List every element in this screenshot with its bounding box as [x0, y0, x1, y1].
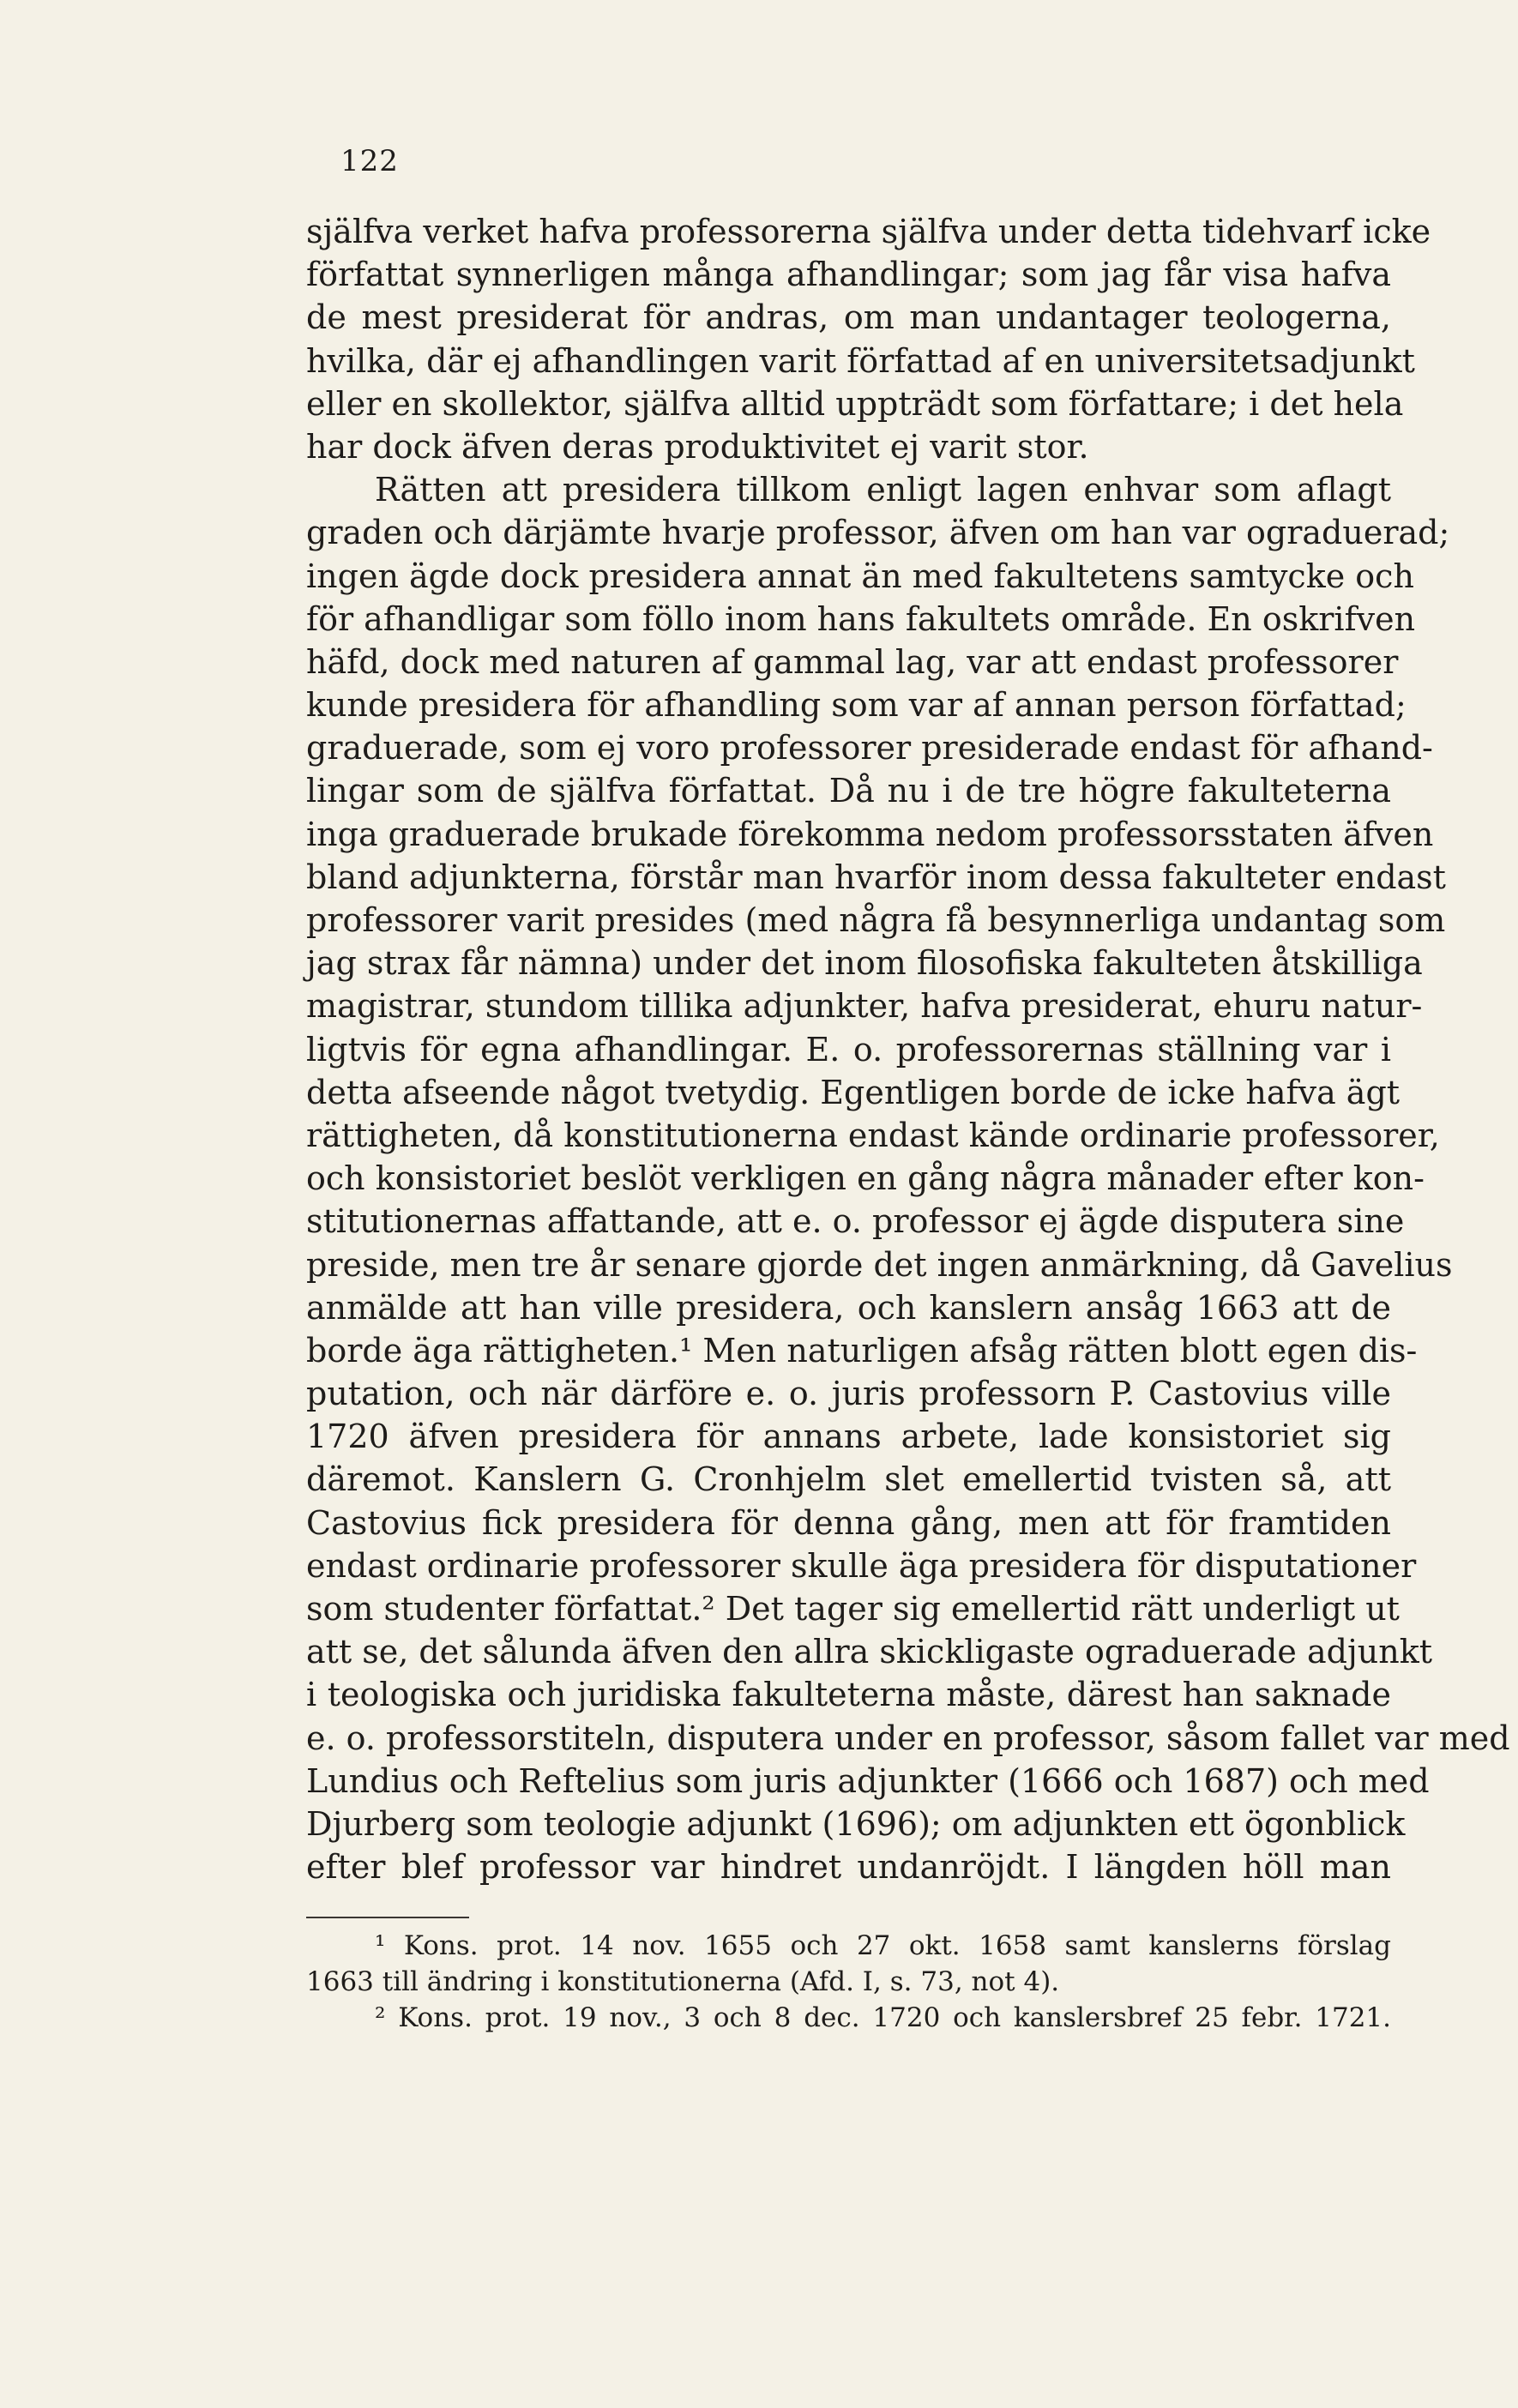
body-line: e. o. professorstiteln, disputera under en professor, såsom fallet var med [306, 1719, 1510, 1757]
body-line: ingen ägde dock presidera annat än med fakultetens samtycke och [306, 557, 1414, 595]
body-line: har dock äfven deras produktivitet ej varit stor. [306, 427, 1089, 466]
body-line: däremot. Kanslern G. Cronhjelm slet emellertid tvisten så, att [306, 1460, 1391, 1499]
body-line: de mest presiderat för andras, om man undantager teologerna, [306, 298, 1391, 337]
body-line: magistrar, stundom tillika adjunkter, hafva presiderat, ehuru natur- [306, 987, 1423, 1026]
body-line: Castovius fick presidera för denna gång, men att för framtiden [306, 1503, 1391, 1542]
body-line: häfd, dock med naturen af gammal lag, var att endast professorer [306, 642, 1399, 681]
body-line: Djurberg som teologie adjunkt (1696); om adjunkten ett ögonblick [306, 1804, 1406, 1843]
footnote-line: ¹ Kons. prot. 14 nov. 1655 och 27 okt. 1658 samt kanslerns förslag [375, 1930, 1391, 1961]
body-line: Rätten att presidera tillkom enligt lagen enhvar som aflagt [375, 471, 1391, 509]
body-line: professorer varit presides (med några få besynnerliga undantag som [306, 901, 1446, 939]
body-line: anmälde att han ville presidera, och kanslern ansåg 1663 att de [306, 1288, 1391, 1327]
body-line: putation, och när därföre e. o. juris professorn P. Castovius ville [306, 1375, 1391, 1413]
body-line: bland adjunkterna, förstår man hvarför inom dessa fakulteter endast [306, 858, 1446, 896]
body-line: 1720 äfven presidera för annans arbete, lade konsistoriet sig [306, 1418, 1391, 1456]
body-line: graden och därjämte hvarje professor, äfven om han var ograduerad; [306, 514, 1450, 552]
body-line: borde äga rättigheten.¹ Men naturligen afsåg rätten blott egen dis- [306, 1331, 1418, 1370]
body-line: rättigheten, då konstitutionerna endast kände ordinarie professorer, [306, 1116, 1440, 1154]
body-line: graduerade, som ej voro professorer presiderade endast för afhand- [306, 729, 1433, 768]
footnote-line: 1663 till ändring i konstitutionerna (Afd. I, s. 73, not 4). [306, 1966, 1060, 1997]
body-line: författat synnerligen många afhandlingar; som jag får visa hafva [306, 256, 1391, 294]
footnote-line: ² Kons. prot. 19 nov., 3 och 8 dec. 1720 och kanslersbref 25 febr. 1721. [375, 2002, 1391, 2033]
body-line: Lundius och Reftelius som juris adjunkter (1666 och 1687) och med [306, 1761, 1430, 1800]
body-line: efter blef professor var hindret undanröjdt. I längden höll man [306, 1848, 1391, 1887]
body-text [306, 210, 1510, 1888]
body-line: eller en skollektor, själfva alltid uppträdt som författare; i det hela [306, 384, 1404, 423]
body-line: jag strax får nämna) under det inom filosofiska fakulteten åtskilliga [306, 944, 1423, 983]
body-line: detta afseende något tvetydig. Egentligen borde de icke hafva ägt [306, 1073, 1401, 1111]
body-line: i teologiska och juridiska fakulteterna måste, därest han saknade [306, 1676, 1391, 1714]
body-line: endast ordinarie professorer skulle äga presidera för disputationer [306, 1546, 1417, 1585]
body-line: själfva verket hafva professorerna själfva under detta tidehvarf icke [306, 213, 1431, 250]
body-line: hvilka, där ej afhandlingen varit författad af en universitetsadjunkt [306, 341, 1415, 380]
body-line: att se, det sålunda äfven den allra skickligaste ograduerade adjunkt [306, 1633, 1433, 1671]
body-line: stitutionernas affattande, att e. o. professor ej ägde disputera sine [306, 1202, 1405, 1241]
body-line: ligtvis för egna afhandlingar. E. o. professorernas ställning var i [306, 1030, 1391, 1069]
body-line: lingar som de själfva författat. Då nu i de tre högre fakulteterna [306, 772, 1391, 810]
body-line: och konsistoriet beslöt verkligen en gång några månader efter kon- [306, 1159, 1425, 1198]
footnote-divider [306, 1917, 469, 1918]
body-line: inga graduerade brukade förekomma nedom professorsstaten äfven [306, 815, 1434, 853]
body-line: för afhandligar som föllo inom hans fakultets område. En oskrifven [306, 599, 1416, 638]
page-number: 122 [340, 144, 399, 178]
body-line: kunde presidera för afhandling som var af annan person författad; [306, 686, 1407, 725]
body-line: preside, men tre år senare gjorde det ingen anmärkning, då Gavelius [306, 1245, 1453, 1284]
body-line: som studenter författat.² Det tager sig emellertid rätt underligt ut [306, 1590, 1400, 1628]
footnotes [306, 1928, 1391, 2036]
